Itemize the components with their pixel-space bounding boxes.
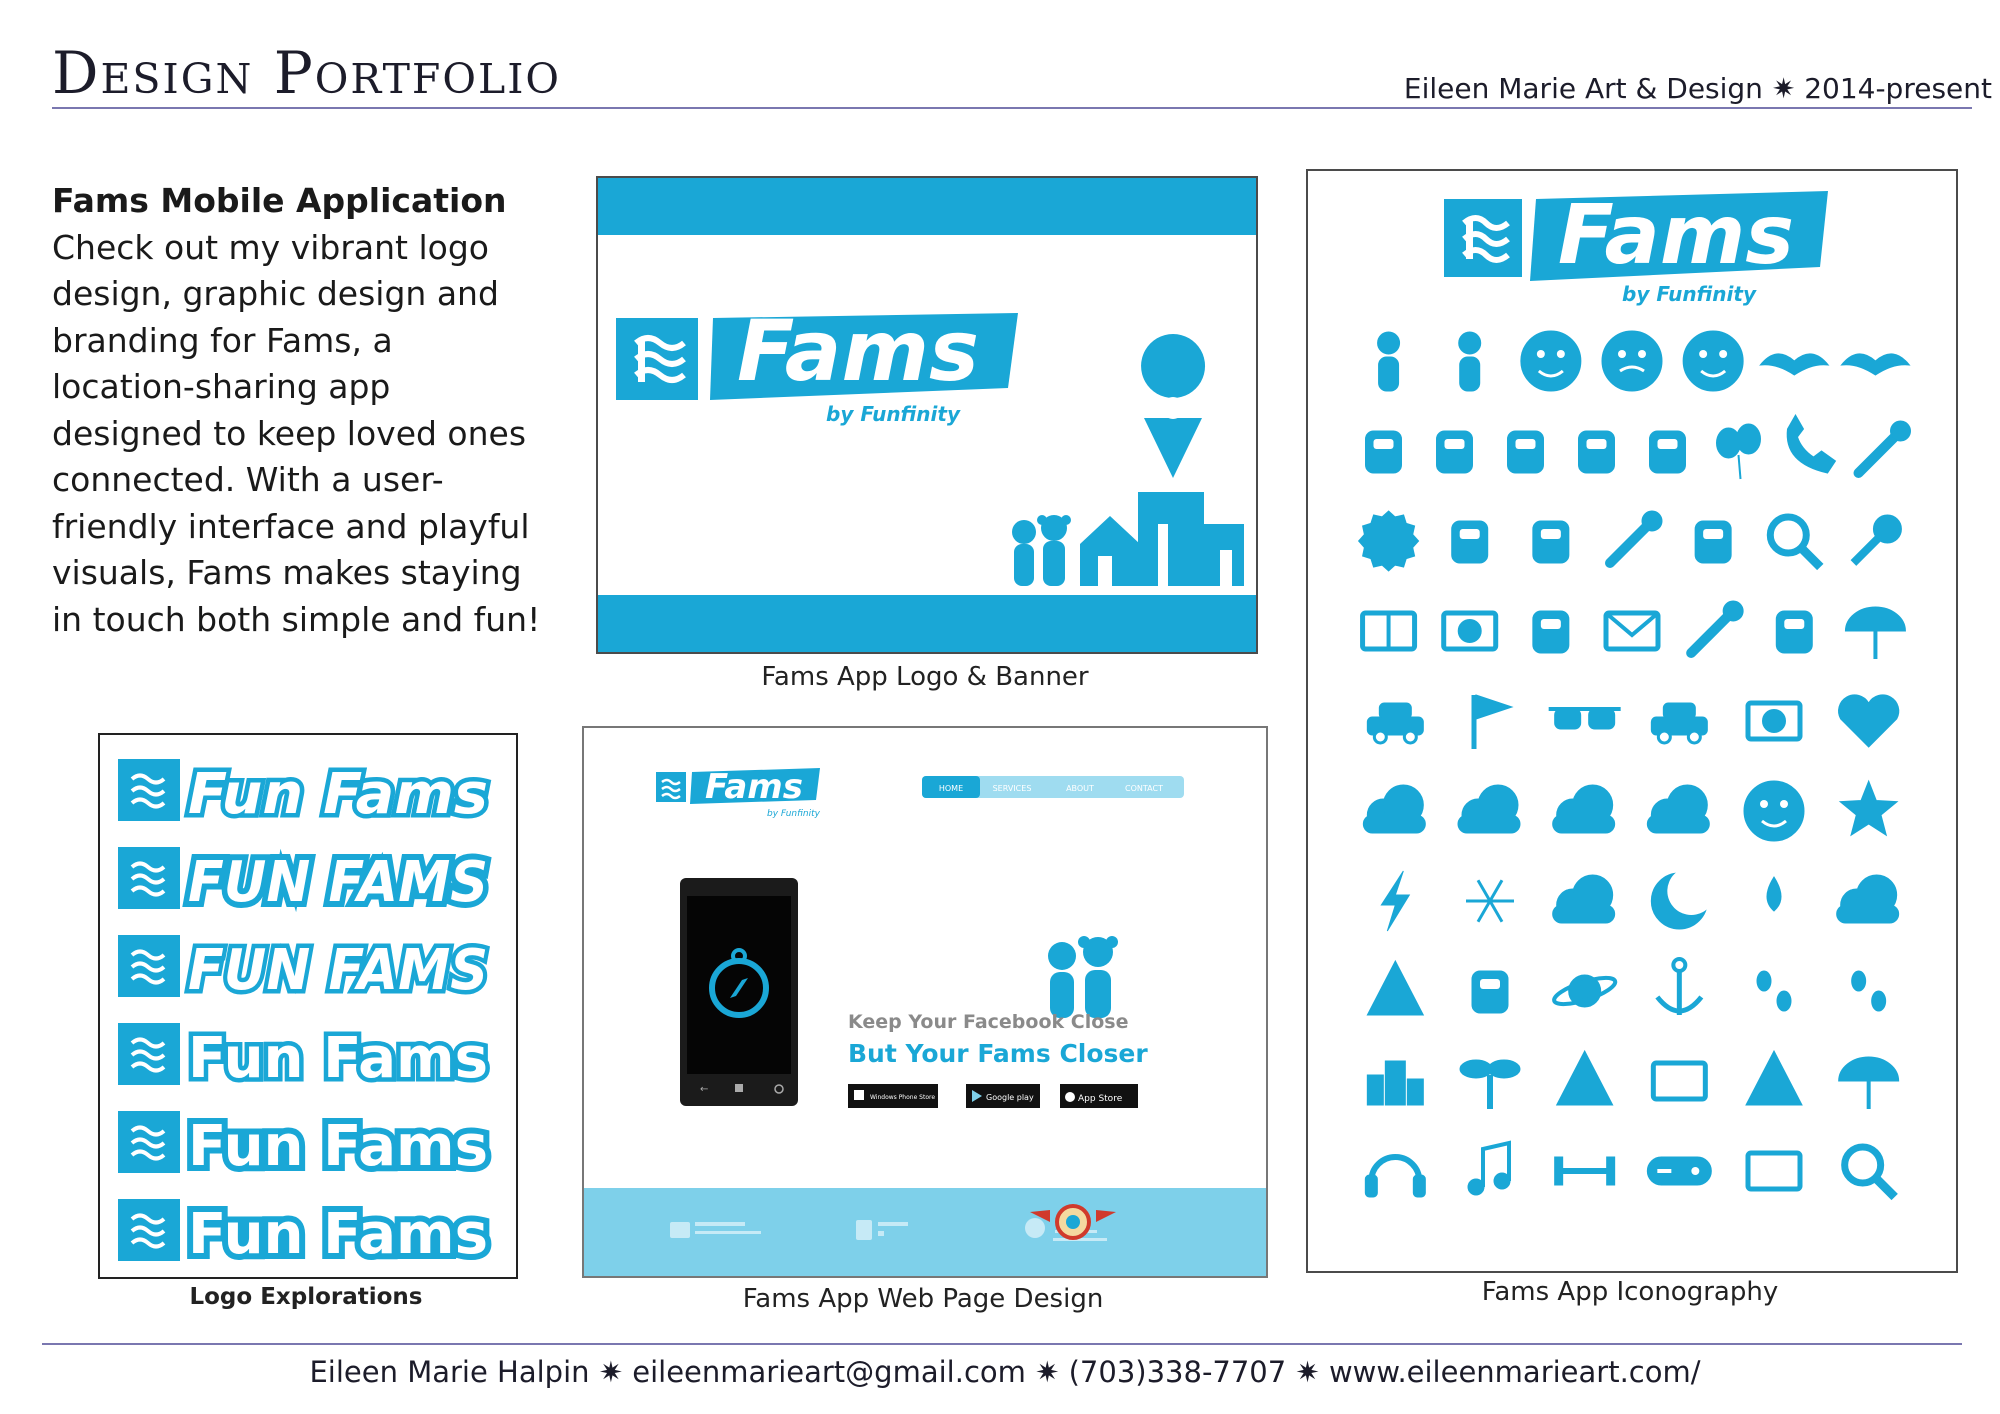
alarm-clock-icon — [1533, 611, 1569, 653]
snow-cloud-icon — [1553, 875, 1615, 923]
store-badge-windows[interactable] — [848, 1084, 938, 1108]
intro-body: Check out my vibrant logo design, graphic design and branding for Fams, a location-sharing app designed to keep loved ones connected. With a user-friendly interface and playful visuals, Fams makes staying in touch both simple and fun! — [52, 227, 541, 639]
tv-icon — [1748, 1153, 1800, 1189]
svg-text:Windows Phone Store: Windows Phone Store — [870, 1094, 936, 1101]
header-divider — [52, 107, 1972, 109]
iconography-art — [1308, 171, 1956, 1271]
ice-cream-icon — [1472, 971, 1508, 1013]
smiley-face-icon — [1521, 331, 1581, 391]
storm-cloud-icon — [1647, 785, 1709, 833]
follow-icon — [856, 1220, 872, 1240]
nav-item-services[interactable]: SERVICES — [992, 784, 1032, 793]
paw-prints-icon — [1757, 971, 1791, 1011]
web-brand-text: Fams — [705, 767, 803, 807]
flashlight-icon — [1859, 421, 1911, 473]
icon-panel-brand-text: Fams — [1557, 188, 1795, 283]
tennis-icon — [1845, 1147, 1895, 1197]
phone-icon — [1787, 415, 1835, 473]
exploration-row — [118, 1199, 488, 1267]
web-tagline-2: But Your Fams Closer — [848, 1039, 1148, 1068]
sprout-icon — [1460, 1060, 1520, 1109]
camera-icon — [1444, 613, 1496, 649]
anchor-icon — [1657, 959, 1701, 1015]
campfire-icon — [1650, 431, 1686, 473]
exploration-row — [118, 935, 488, 1003]
contact-icon — [670, 1222, 690, 1238]
icon-grid — [1359, 331, 1911, 1197]
nav-item-about[interactable]: ABOUT — [1066, 784, 1094, 793]
music-notes-icon — [1468, 1143, 1510, 1195]
logo-banner-caption: Fams App Logo & Banner — [761, 662, 1089, 692]
pine-tree-icon — [1367, 961, 1423, 1015]
top-hat-icon — [1533, 521, 1569, 563]
headphones-icon — [1365, 1157, 1425, 1197]
exploration-rows — [118, 759, 488, 1267]
iconography-caption: Fams App Iconography — [1481, 1277, 1779, 1307]
web-tagline-1: Keep Your Facebook Close — [848, 1011, 1129, 1033]
sleeping-moon-icon — [1651, 867, 1715, 929]
dumbbell-icon — [1555, 1157, 1615, 1185]
coffee-cup-icon — [1437, 431, 1473, 473]
exploration-wordmark: Fun Fams — [188, 762, 488, 827]
logo-explorations-art — [100, 735, 516, 1277]
envelope-icon — [1606, 613, 1658, 649]
copyright-icon — [1025, 1218, 1045, 1238]
fams-logo-mark — [1444, 199, 1522, 277]
exploration-row — [118, 847, 488, 915]
tent-icon — [1746, 1051, 1802, 1105]
logo-explorations-panel — [98, 733, 518, 1279]
fork-knife-icon — [1579, 431, 1615, 473]
svg-text:App Store: App Store — [1078, 1094, 1123, 1104]
page-subtitle: Eileen Marie Art & Design ✷ 2014-present — [1403, 72, 1992, 105]
pacman-icon — [1683, 331, 1743, 391]
feather-icon — [1691, 601, 1743, 653]
sun-cloud-icon — [1458, 785, 1520, 833]
flag-icon — [1474, 695, 1512, 749]
film-camera-icon — [1748, 703, 1800, 739]
svg-text:Google play: Google play — [986, 1093, 1034, 1102]
sunglasses-icon — [1549, 709, 1621, 729]
planet-icon — [1551, 973, 1617, 1010]
wine-glass-icon — [1508, 431, 1544, 473]
exploration-wordmark: Fun Fams — [188, 1202, 488, 1267]
beer-mug-icon — [1366, 431, 1402, 473]
fams-logo-mark — [656, 772, 686, 802]
logo-banner-art — [598, 178, 1256, 652]
page-title: Design Portfolio — [52, 39, 562, 107]
web-byline-text: by Funfinity — [767, 809, 820, 819]
exploration-wordmark: FUN FAMS — [188, 850, 488, 915]
logo-banner-panel — [596, 176, 1258, 654]
store-badge-apple[interactable] — [1060, 1084, 1138, 1108]
web-page-panel — [582, 726, 1268, 1278]
banner-byline-text: by Funfinity — [826, 402, 960, 426]
buildings-icon — [1080, 492, 1244, 586]
intro-block — [52, 178, 542, 643]
sad-face-icon — [1602, 331, 1662, 391]
beach-icon — [1839, 1057, 1899, 1109]
car-icon — [1367, 703, 1423, 743]
intro-heading: Fams Mobile Application — [52, 181, 507, 220]
footer-contact: Eileen Marie Halpin ✷ eileenmarieart@gmail.com ✷ (703)338-7707 ✷ www.eileenmarieart.com/ — [309, 1355, 1701, 1389]
iconography-panel — [1306, 169, 1958, 1273]
exploration-wordmark: Fun Fams — [188, 1114, 488, 1179]
balloons-icon — [1717, 424, 1761, 479]
buildings-icon — [1367, 1061, 1423, 1105]
snowflake-icon — [1466, 880, 1514, 922]
web-nav-bar — [922, 776, 1184, 798]
sun-face-icon — [1744, 781, 1804, 841]
cloud-icon — [1363, 785, 1425, 833]
logo-explorations-caption: Logo Explorations — [189, 1284, 423, 1310]
icon-panel-byline-text: by Funfinity — [1622, 282, 1756, 306]
svg-text:←: ← — [700, 1084, 709, 1095]
exploration-row — [118, 1023, 488, 1091]
phone-mockup — [680, 878, 798, 1106]
book-icon — [1363, 613, 1415, 649]
family-icon — [1012, 515, 1071, 586]
pepper-icon — [1776, 611, 1812, 653]
exploration-row — [118, 1111, 488, 1179]
nav-item-contact[interactable]: CONTACT — [1125, 784, 1163, 793]
web-page-caption: Fams App Web Page Design — [742, 1284, 1104, 1314]
banner-bottom-stripe — [598, 595, 1256, 652]
footprints-icon — [1852, 971, 1886, 1011]
speakers-icon — [1653, 1063, 1705, 1099]
gamepad-icon — [1647, 1157, 1711, 1185]
boy-icon — [1459, 332, 1481, 391]
lightbulb-icon — [1452, 521, 1488, 563]
nav-item-home[interactable]: HOME — [938, 784, 964, 793]
exploration-wordmark: Fun Fams — [188, 1026, 488, 1091]
shopping-cart-icon — [1651, 703, 1707, 743]
store-badge-google[interactable] — [966, 1084, 1040, 1108]
fams-logo-mark — [616, 318, 698, 400]
mustache-icon — [1841, 354, 1909, 375]
footer-divider — [42, 1343, 1962, 1345]
exploration-wordmark: FUN FAMS — [188, 938, 488, 1003]
exploration-row — [118, 759, 488, 827]
girl-icon — [1378, 332, 1400, 391]
heart-icon — [1839, 695, 1899, 747]
mountains-icon — [1557, 1051, 1613, 1105]
star-icon — [1840, 781, 1897, 835]
map-pin-icon — [1141, 334, 1205, 478]
lightning-icon — [1381, 871, 1409, 931]
banner-brand-text: Fams — [737, 302, 979, 400]
umbrella-icon — [1845, 607, 1905, 659]
rain-cloud-icon — [1837, 875, 1899, 923]
key-icon — [1853, 515, 1901, 563]
banner-top-stripe — [598, 178, 1256, 235]
moon-cloud-icon — [1553, 785, 1615, 833]
money-bag-icon — [1695, 521, 1731, 563]
raindrops-icon — [1767, 877, 1781, 911]
pushpin-icon — [1610, 511, 1662, 563]
badge-icon — [1359, 511, 1419, 571]
magnifier-icon — [1770, 517, 1820, 567]
mustache-monocle-icon — [1760, 354, 1828, 375]
web-page-art — [584, 728, 1266, 1276]
